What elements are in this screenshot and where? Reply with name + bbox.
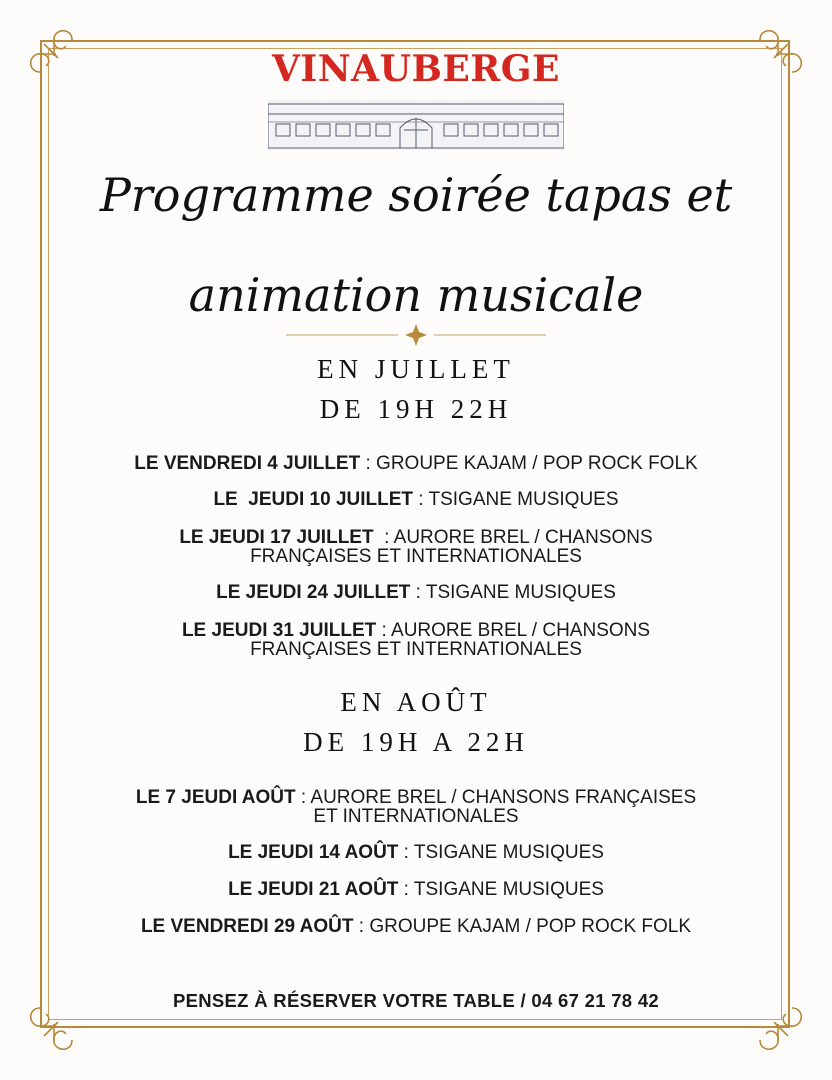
event-description: : TSIGANE MUSIQUES bbox=[398, 879, 604, 900]
event-description-continued: FRANÇAISES ET INTERNATIONALES bbox=[250, 546, 582, 567]
august-hours: DE 19H A 22H bbox=[303, 727, 529, 757]
title-line-2: animation musicale bbox=[188, 268, 644, 322]
event-row bbox=[80, 880, 752, 899]
event-date: LE JEUDI 21 AOÛT bbox=[228, 879, 399, 900]
event-row bbox=[80, 917, 752, 936]
event-description: : TSIGANE MUSIQUES bbox=[410, 582, 616, 603]
event-date: LE JEUDI 14 AOÛT bbox=[228, 842, 399, 863]
event-date: LE JEUDI 24 JUILLET bbox=[216, 582, 411, 603]
event-row bbox=[80, 490, 752, 509]
july-heading: EN JUILLET bbox=[317, 354, 515, 384]
event-date: LE JEUDI 10 JUILLET bbox=[213, 489, 413, 510]
event-date: LE 7 JEUDI AOÛT bbox=[135, 787, 296, 808]
event-description: : GROUPE KAJAM / POP ROCK FOLK bbox=[360, 453, 698, 474]
event-description-continued: FRANÇAISES ET INTERNATIONALES bbox=[250, 639, 582, 660]
july-hours: DE 19H 22H bbox=[319, 394, 513, 424]
event-description: : AURORE BREL / CHANSONS bbox=[376, 620, 651, 641]
event-description: : TSIGANE MUSIQUES bbox=[398, 842, 604, 863]
event-row bbox=[80, 528, 752, 566]
event-date: LE JEUDI 17 JUILLET bbox=[179, 527, 374, 548]
event-row bbox=[80, 454, 752, 473]
event-description-continued: ET INTERNATIONALES bbox=[313, 806, 519, 827]
event-row bbox=[80, 843, 752, 862]
building-facade-icon bbox=[268, 100, 564, 150]
star-divider-icon bbox=[286, 324, 546, 346]
corner-ornament-icon bbox=[740, 22, 810, 92]
reservation-footer: PENSEZ À RÉSERVER VOTRE TABLE / 04 67 21 78 42 bbox=[172, 990, 660, 1011]
event-description: : AURORE BREL / CHANSONS FRANÇAISES bbox=[295, 787, 697, 808]
event-date: LE VENDREDI 4 JUILLET bbox=[134, 453, 361, 474]
event-row bbox=[80, 788, 752, 826]
august-heading: EN AOÛT bbox=[340, 687, 492, 717]
title-line-1: Programme soirée tapas et bbox=[99, 168, 733, 222]
event-row bbox=[80, 583, 752, 602]
corner-ornament-icon bbox=[22, 22, 92, 92]
event-description: : GROUPE KAJAM / POP ROCK FOLK bbox=[353, 916, 692, 937]
event-description: : AURORE BREL / CHANSONS bbox=[373, 527, 653, 548]
event-date: LE VENDREDI 29 AOÛT bbox=[140, 916, 354, 937]
event-row bbox=[80, 621, 752, 659]
event-description: : TSIGANE MUSIQUES bbox=[413, 489, 619, 510]
event-date: LE JEUDI 31 JUILLET bbox=[181, 620, 377, 641]
vinauberge-logo bbox=[268, 48, 564, 152]
logo-text: VINAUBERGE bbox=[272, 48, 560, 90]
